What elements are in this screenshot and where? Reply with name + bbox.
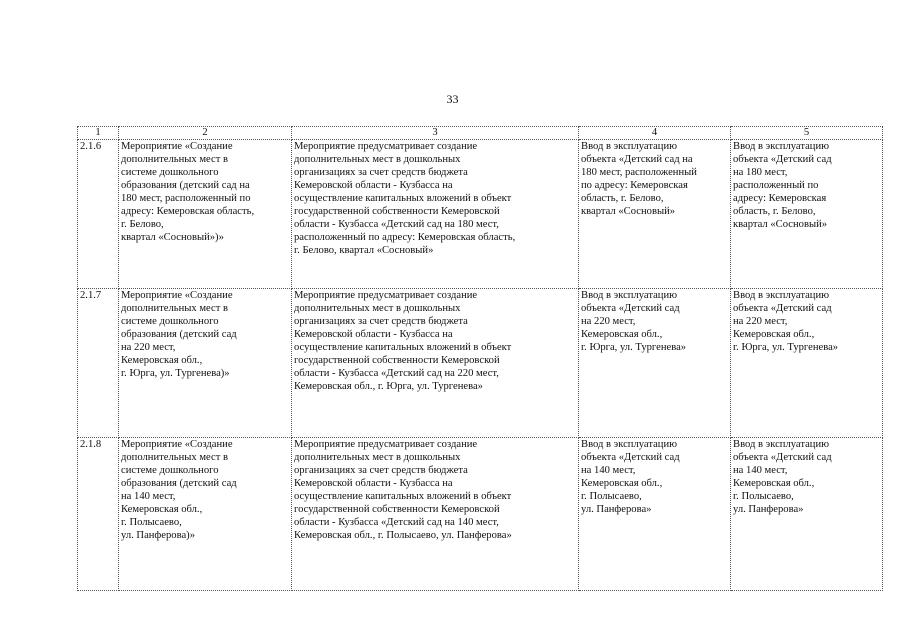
item-number: 2.1.6 xyxy=(78,140,119,289)
table-header-row xyxy=(78,127,883,140)
measure-result: Ввод в эксплуатацию объекта «Детский сад на 180 мест, расположенный по адресу: Кемеровская область, г. Белово, квартал «Сосновый» xyxy=(579,140,731,289)
measure-name: Мероприятие «Создание дополнительных мест в системе дошкольного образования (детский сад на 220 мест, Кемеровская обл., г. Юрга, ул. Тургенева)» xyxy=(119,289,292,438)
table-row xyxy=(78,140,883,289)
measure-result: Ввод в эксплуатацию объекта «Детский сад на 140 мест, Кемеровская обл., г. Полысаево, ул. Панферова» xyxy=(579,438,731,591)
measure-indicator: Ввод в эксплуатацию объекта «Детский сад на 220 мест, Кемеровская обл., г. Юрга, ул. Тургенева» xyxy=(731,289,883,438)
measure-indicator: Ввод в эксплуатацию объекта «Детский сад на 140 мест, Кемеровская обл., г. Полысаево, ул. Панферова» xyxy=(731,438,883,591)
measure-name: Мероприятие «Создание дополнительных мест в системе дошкольного образования (детский сад на 140 мест, Кемеровская обл., г. Полысаево, ул. Панферова)» xyxy=(119,438,292,591)
table-row xyxy=(78,289,883,438)
measure-indicator: Ввод в эксплуатацию объекта «Детский сад на 180 мест, расположенный по адресу: Кемеровская область, г. Белово, квартал «Сосновый» xyxy=(731,140,883,289)
measure-description: Мероприятие предусматривает создание дополнительных мест в дошкольных организациях за счет средств бюджета Кемеровской области - Кузбасса на осуществление капитальных вложений в объект государственной собственности Кемеровской области - Кузбасса «Детский сад на 180 мест, расположенный по адресу: Кемеровская область, г. Белово, квартал «Сосновый» xyxy=(292,140,579,289)
measure-description: Мероприятие предусматривает создание дополнительных мест в дошкольных организациях за счет средств бюджета Кемеровской области - Кузбасса на осуществление капитальных вложений в объект государственной собственности Кемеровской области - Кузбасса «Детский сад на 220 мест, Кемеровская обл., г. Юрга, ул. Тургенева» xyxy=(292,289,579,438)
measure-name: Мероприятие «Создание дополнительных мест в системе дошкольного образования (детский сад на 180 мест, расположенный по адресу: Кемеровская область, г. Белово, квартал «Сосновый»)» xyxy=(119,140,292,289)
column-header-2: 2 xyxy=(119,127,292,140)
measures-table xyxy=(77,126,883,591)
column-header-4: 4 xyxy=(579,127,731,140)
column-header-3: 3 xyxy=(292,127,579,140)
table-row xyxy=(78,438,883,591)
measure-result: Ввод в эксплуатацию объекта «Детский сад на 220 мест, Кемеровская обл., г. Юрга, ул. Тургенева» xyxy=(579,289,731,438)
item-number: 2.1.8 xyxy=(78,438,119,591)
measure-description: Мероприятие предусматривает создание дополнительных мест в дошкольных организациях за счет средств бюджета Кемеровской области - Кузбасса на осуществление капитальных вложений в объект государственной собственности Кемеровской области - Кузбасса «Детский сад на 140 мест, Кемеровская обл., г. Полысаево, ул. Панферова» xyxy=(292,438,579,591)
column-header-1: 1 xyxy=(78,127,119,140)
item-number: 2.1.7 xyxy=(78,289,119,438)
column-header-5: 5 xyxy=(731,127,883,140)
page-number: 33 xyxy=(446,92,459,106)
